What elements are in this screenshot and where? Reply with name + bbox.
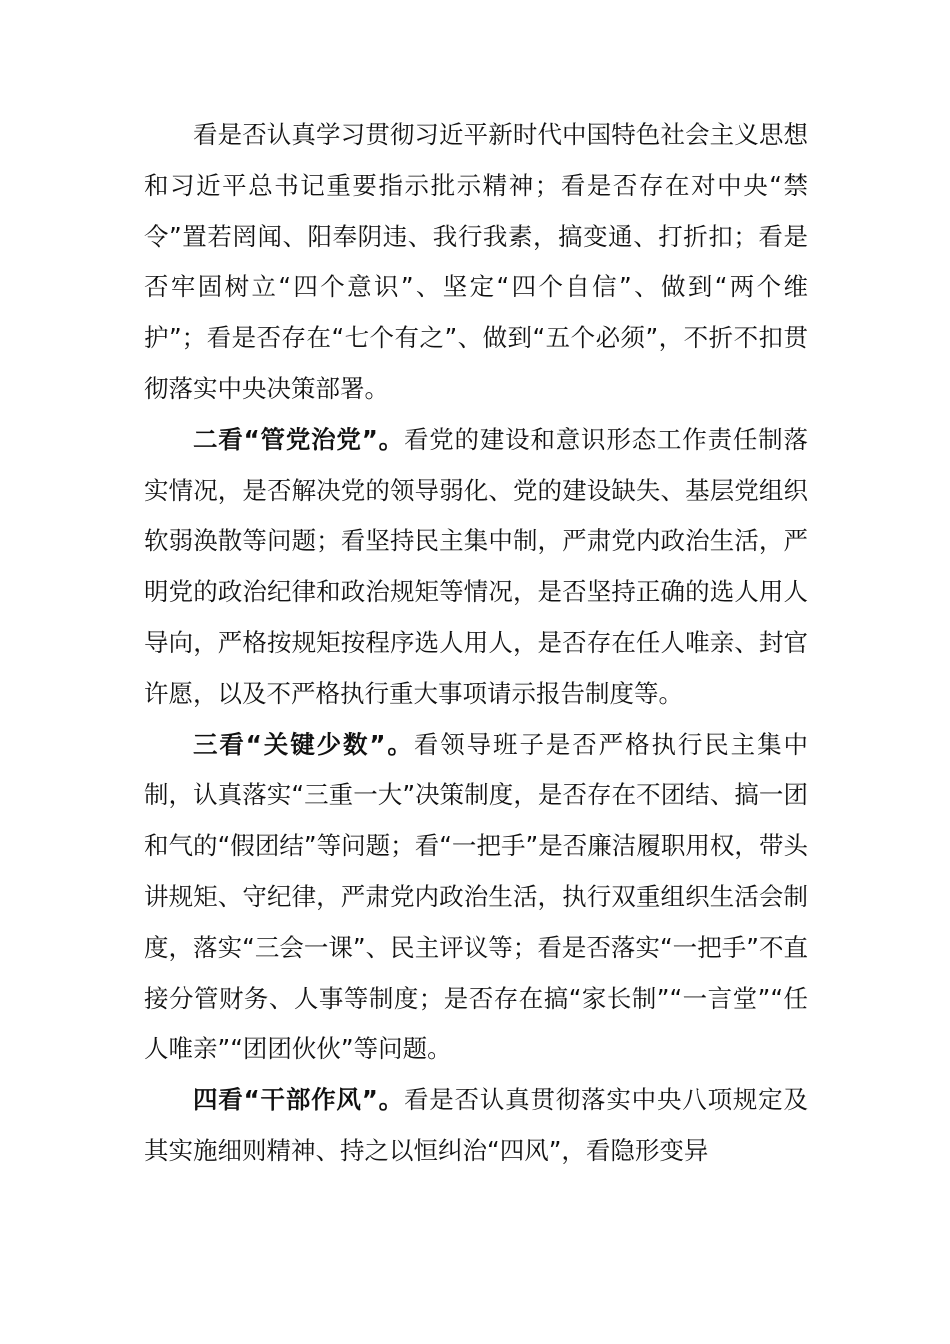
- document-body: [144, 110, 808, 1177]
- paragraph-3-text: 看领导班子是否严格执行民主集中制，认真落实“三重一大”决策制度，是否存在不团结、搞一团和气的“假团结”等问题；看“一把手”是否廉洁履职用权，带头讲规矩、守纪律，严肃党内政治生活，执行双重组织生活会制度，落实“三会一课”、民主评议等；看是否落实“一把手”不直接分管财务、人事等制度；是否存在搞“家长制”“一言堂”“任人唯亲”“团团伙伙”等问题。: [144, 729, 808, 1064]
- paragraph-3-heading: 三看“关键少数”。: [193, 729, 414, 759]
- paragraph-2: [144, 415, 808, 720]
- paragraph-2-heading: 二看“管党治党”。: [193, 424, 404, 454]
- paragraph-2-text: 看党的建设和意识形态工作责任制落实情况，是否解决党的领导弱化、党的建设缺失、基层党组织软弱涣散等问题；看坚持民主集中制，严肃党内政治生活，严明党的政治纪律和政治规矩等情况，是否坚持正确的选人用人导向，严格按规矩按程序选人用人，是否存在任人唯亲、封官许愿，以及不严格执行重大事项请示报告制度等。: [144, 424, 808, 708]
- paragraph-1: [144, 110, 808, 415]
- paragraph-4-heading: 四看“干部作风”。: [193, 1085, 404, 1115]
- paragraph-4-text: 看是否认真贯彻落实中央八项规定及其实施细则精神、持之以恒纠治“四风”，看隐形变异: [144, 1085, 808, 1165]
- paragraph-1-text: 看是否认真学习贯彻习近平新时代中国特色社会主义思想和习近平总书记重要指示批示精神；看是否存在对中央“禁令”置若罔闻、阳奉阴违、我行我素，搞变通、打折扣；看是否牢固树立“四个意识”、坚定“四个自信”、做到“两个维护”；看是否存在“七个有之”、做到“五个必须”，不折不扣贯彻落实中央决策部署。: [144, 120, 808, 403]
- paragraph-4: [144, 1075, 808, 1177]
- paragraph-3: [144, 720, 808, 1076]
